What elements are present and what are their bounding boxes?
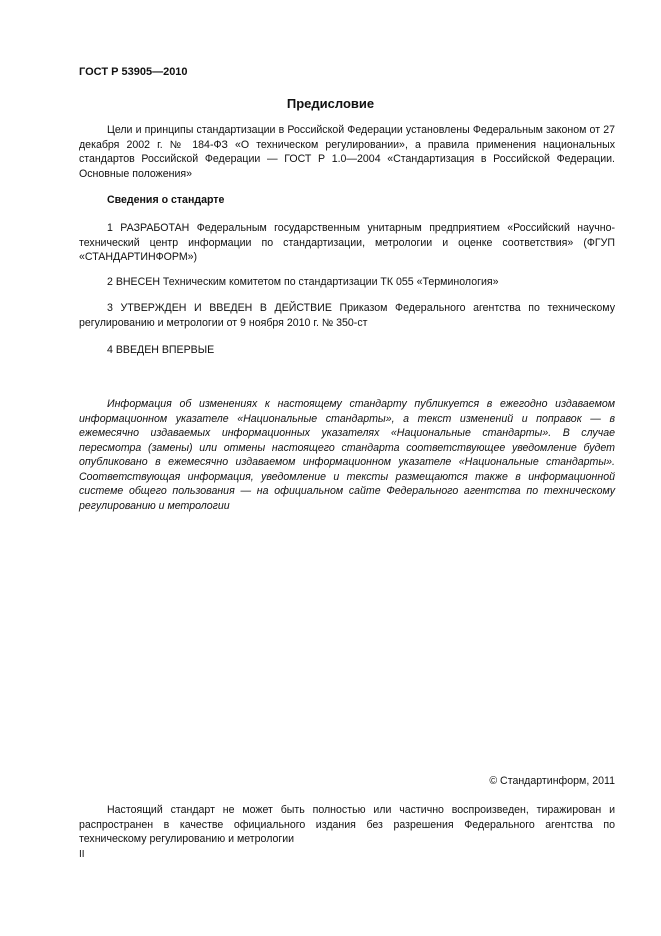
document-code: ГОСТ Р 53905—2010	[79, 66, 188, 78]
purpose-paragraph: Цели и принципы стандартизации в Российской Федерации установлены Федеральным законом от 27 декабря 2002 г. № 184-ФЗ «О техническом регулировании», а правила применения национальных стандартов Российской Федерации — ГОСТ Р 1.0—2004 «Стандартизация в Российской Федерации. Основные положения»	[79, 124, 615, 180]
info-item-developed: 1 РАЗРАБОТАН Федеральным государственным унитарным предприятием «Российский научно-технический центр информации по стандартизации, метрологии и оценке соответствия» (ФГУП «СТАНДАРТИНФОРМ»)	[79, 222, 615, 263]
page-title: Предисловие	[286, 96, 375, 111]
info-item-submitted: 2 ВНЕСЕН Техническим комитетом по стандартизации ТК 055 «Терминология»	[107, 276, 499, 288]
page-number: II	[79, 849, 85, 860]
amendments-notice: Информация об изменениях к настоящему стандарту публикуется в ежегодно издаваемом информационном указателе «Национальные стандарты», а текст изменений и поправок — в ежемесячно издаваемых информационных указателях «Национальные стандарты». В случае пересмотра (замены) или отмены настоящего стандарта соответствующее уведомление будет опубликовано в ежемесячно издаваемом информационном указателе «Национальные стандарты». Соответствующая информация, уведомление и тексты размещаются также в информационной системе общего пользования — на официальном сайте Федерального агентства по техническому регулированию и метрологии	[79, 398, 615, 512]
info-item-introduced: 4 ВВЕДЕН ВПЕРВЫЕ	[107, 344, 215, 356]
copyright-line: © Стандартинформ, 2011	[489, 775, 615, 787]
reproduction-notice: Настоящий стандарт не может быть полностью или частично воспроизведен, тиражирован и распространен в качестве официального издания без разрешения Федерального агентства по техническому регулированию и метрологии	[79, 804, 615, 845]
info-item-approved: 3 УТВЕРЖДЕН И ВВЕДЕН В ДЕЙСТВИЕ Приказом Федерального агентства по техническому регулированию и метрологии от 9 ноября 2010 г. № 350-ст	[79, 302, 615, 329]
section-heading: Сведения о стандарте	[107, 194, 225, 206]
